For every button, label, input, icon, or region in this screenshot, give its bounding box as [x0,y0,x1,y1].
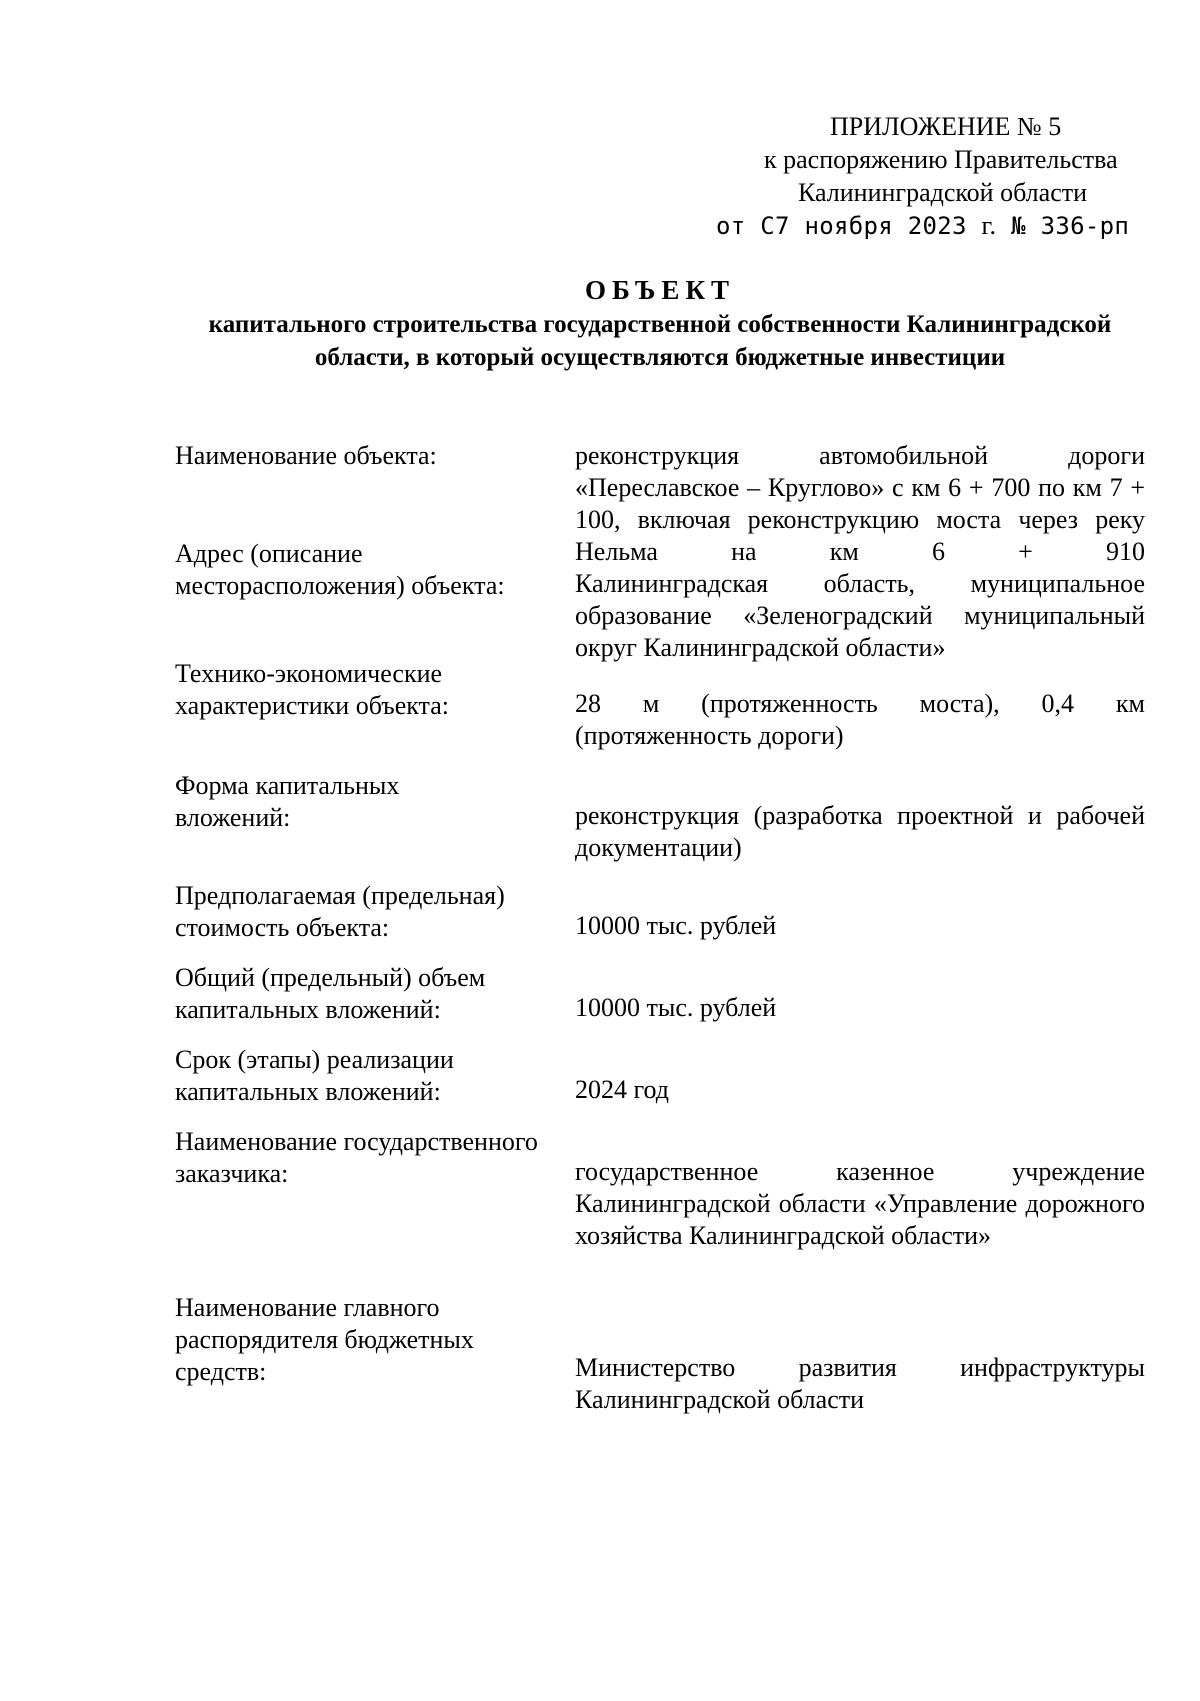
field-label: Адрес (описание месторасположения) объекта: [175,539,505,600]
appendix-date-line [640,209,1160,243]
field-row-investment-form [175,770,1160,864]
field-row-implementation-period [175,1044,1160,1108]
order-date: от С7 ноября 2023 [716,212,967,240]
order-number: № 336-рп [1011,212,1130,240]
field-value: Калининградская область, муниципальное образование «Зеленоградский муниципальный округ Калининградской области» [575,569,1145,662]
document-title [160,272,1160,374]
field-value: 28 м (протяженность моста), 0,4 км (протяженность дороги) [575,689,1145,750]
field-row-customer [175,1126,1160,1252]
field-value: Министерство развития инфраструктуры Калининградской области [575,1353,1145,1414]
order-date-suffix: г. [981,211,997,240]
field-row-characteristics [175,658,1160,752]
title-subtitle: капитального строительства государственной собственности Калининградской области, в который осуществляются бюджетные инвестиции [208,311,1112,371]
field-row-address [175,538,1160,664]
field-label: Наименование главного распорядителя бюджетных средств: [175,1293,474,1386]
field-value: реконструкция (разработка проектной и рабочей документации) [575,801,1145,862]
field-label: Форма капитальных вложений: [175,771,400,832]
appendix-region: Калининградской области [798,178,1088,207]
field-value: 10000 тыс. рублей [575,911,777,940]
field-row-budget-manager [175,1292,1160,1416]
field-row-total-investment [175,962,1160,1026]
appendix-number: ПРИЛОЖЕНИЕ № 5 [830,112,1062,141]
title-heading: ОБЪЕКТ [584,275,736,305]
field-label: Наименование объекта: [175,441,437,470]
field-label: Общий (предельный) объем капитальных вложений: [175,963,486,1024]
field-value: 2024 год [575,1075,669,1104]
field-row-estimated-cost [175,880,1160,944]
field-label: Наименование государственного заказчика: [175,1127,538,1188]
appendix-header [640,110,1160,243]
field-label: Срок (этапы) реализации капитальных вложений: [175,1045,454,1106]
appendix-order-ref: к распоряжению Правительства [764,145,1118,174]
field-value: государственное казенное учреждение Калининградской области «Управление дорожного хозяйства Калининградской области» [575,1157,1145,1250]
field-value: 10000 тыс. рублей [575,993,777,1022]
field-value: реконструкция автомобильной дороги «Переславское – Круглово» с км 6 + 700 по км 7 + 100, включая реконструкцию моста через реку Нельма на км 6 + 910 [575,441,1145,566]
field-label: Технико-экономические характеристики объекта: [175,659,450,720]
field-label: Предполагаемая (предельная) стоимость объекта: [175,881,505,942]
